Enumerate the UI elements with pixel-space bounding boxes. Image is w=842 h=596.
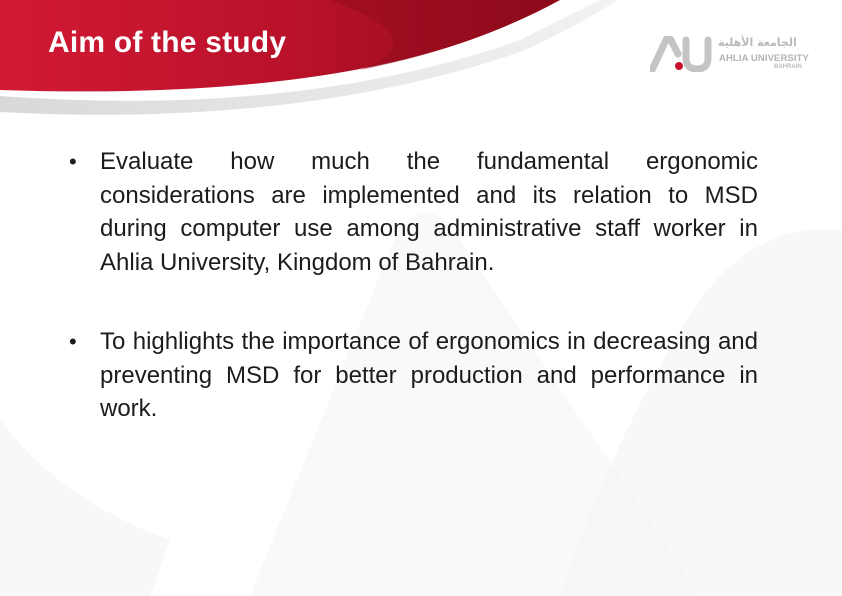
slide-title: Aim of the study [48,26,287,59]
university-logo [650,32,820,78]
bullet-marker: • [69,329,77,354]
bullet-item [60,325,758,426]
ahlia-university-logo-icon [650,36,714,72]
bullet-item [60,145,758,279]
bullet-marker: • [69,149,77,174]
logo-subtitle: BAHRAIN [774,64,802,70]
logo-university-name: AHLIA UNIVERSITY [719,53,809,64]
bullet-list [60,145,758,426]
bullet-text: Evaluate how much the fundamental ergonomic considerations are implemented and its relation to MSD during computer use among administrative staff worker in Ahlia University, Kingdom of Bahrain. [100,148,758,276]
bullet-text: To highlights the importance of ergonomics in decreasing and preventing MSD for better production and performance in work. [100,328,758,422]
logo-arabic-text: الجامعة الأهلية [718,36,797,49]
